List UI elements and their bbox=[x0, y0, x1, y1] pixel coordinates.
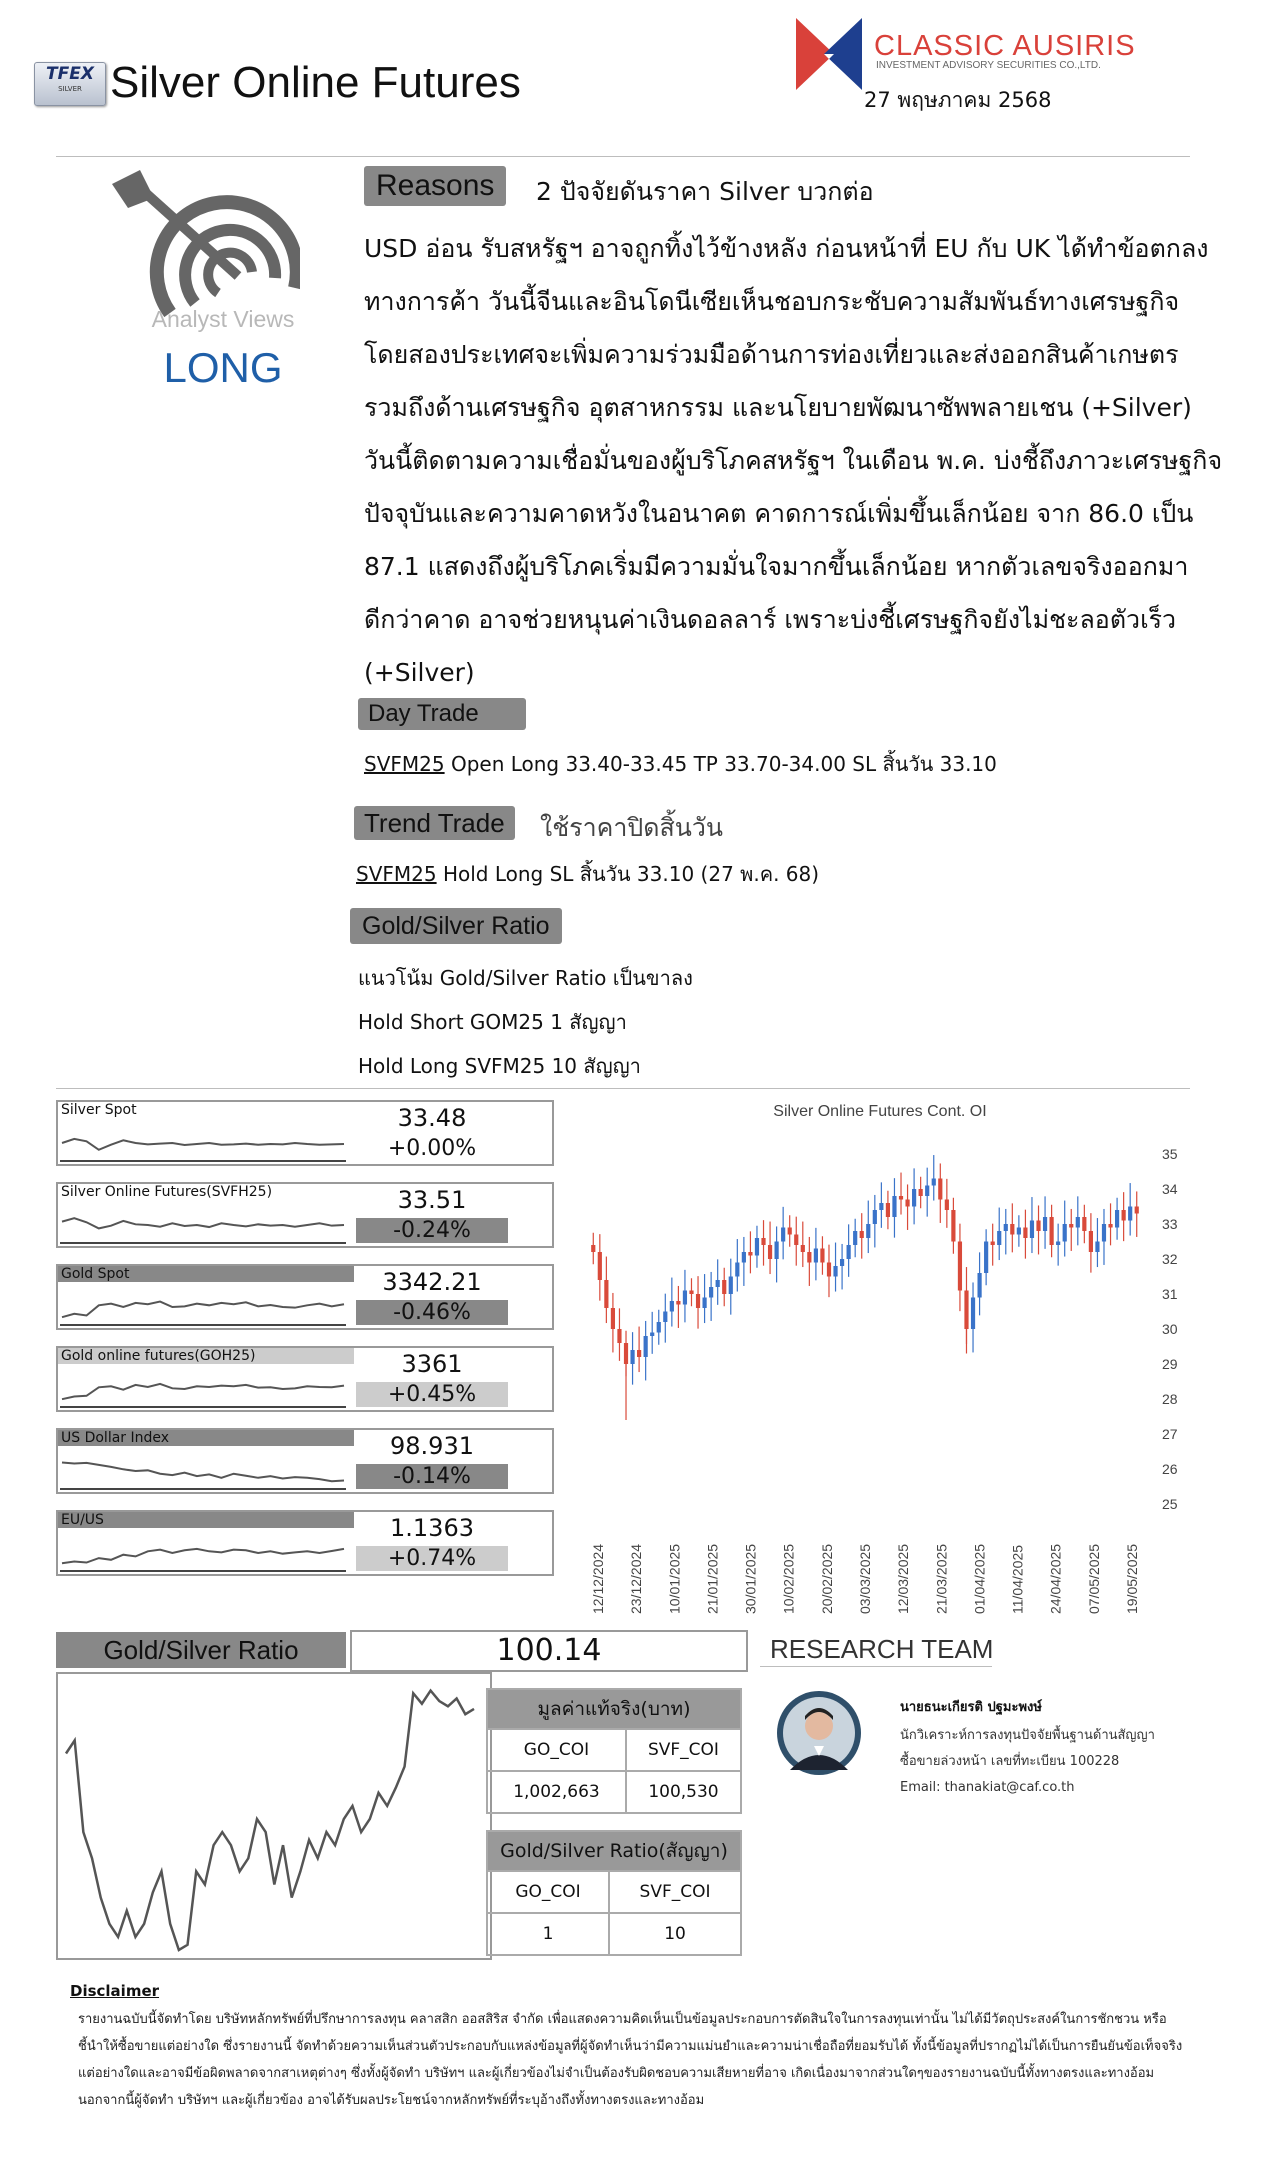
market-price: 33.48 bbox=[397, 1104, 467, 1132]
candle-body bbox=[1043, 1217, 1047, 1231]
candle-body bbox=[840, 1259, 844, 1266]
candle-body bbox=[1056, 1242, 1060, 1246]
candle-body bbox=[761, 1238, 765, 1245]
market-change: -0.24% bbox=[356, 1218, 508, 1243]
candle-body bbox=[912, 1189, 916, 1207]
company-logo-icon bbox=[796, 18, 862, 90]
reasons-line: ดีกว่าคาด อาจช่วยหนุนค่าเงินดอลลาร์ เพราะบ่งชี้เศรษฐกิจยังไม่ชะลอตัวเร็ว bbox=[364, 605, 1177, 634]
x-tick-label: 11/04/2025 bbox=[1009, 1544, 1026, 1614]
x-tick-label: 12/03/2025 bbox=[895, 1543, 912, 1614]
reasons-line: ทางการค้า วันนี้จีนและอินโดนีเซียเห็นชอบกระชับความสัมพันธ์ทางเศรษฐกิจ bbox=[364, 287, 1180, 316]
candle-body bbox=[853, 1231, 857, 1245]
reasons-line: 87.1 แสดงถึงผู้บริโภคเริ่มมีความมั่นใจมากขึ้นเล็กน้อย หากตัวเลขจริงออกมา bbox=[364, 552, 1189, 581]
market-sparkline bbox=[58, 1284, 348, 1328]
candle-body bbox=[722, 1280, 726, 1294]
analyst-views-label: Analyst Views bbox=[151, 306, 295, 332]
candle-body bbox=[794, 1235, 798, 1246]
market-label: Gold Spot bbox=[58, 1266, 354, 1282]
trend-trade-note: ใช้ราคาปิดสิ้นวัน bbox=[540, 813, 723, 842]
x-tick-label: 24/04/2025 bbox=[1047, 1543, 1064, 1614]
market-panel bbox=[56, 1182, 554, 1248]
ratio-contract-table bbox=[486, 1830, 742, 1956]
x-tick-label: 23/12/2024 bbox=[628, 1543, 645, 1614]
day-trade-symbol: SVFM25 bbox=[364, 752, 445, 776]
market-label: US Dollar Index bbox=[58, 1430, 354, 1446]
candle-body bbox=[951, 1210, 955, 1242]
reasons-headline: 2 ปัจจัยดันราคา Silver บวกต่อ bbox=[536, 177, 874, 206]
report-date: 27 พฤษภาคม 2568 bbox=[864, 88, 1052, 112]
true-value-col1: GO_COI bbox=[487, 1729, 626, 1771]
ratio-line: แนวโน้ม Gold/Silver Ratio เป็นขาลง bbox=[358, 966, 693, 990]
candle-body bbox=[670, 1301, 674, 1312]
market-sparkline-line bbox=[62, 1218, 344, 1228]
reasons-line: (+Silver) bbox=[364, 658, 475, 687]
candle-body bbox=[1128, 1207, 1132, 1221]
candle-body bbox=[742, 1252, 746, 1263]
candle-body bbox=[958, 1242, 962, 1291]
candle-body bbox=[1036, 1221, 1040, 1232]
candle-body bbox=[886, 1203, 890, 1217]
dart-target-icon bbox=[110, 168, 300, 328]
x-tick-label: 07/05/2025 bbox=[1085, 1543, 1102, 1614]
candle-body bbox=[977, 1273, 981, 1298]
disclaimer-title: Disclaimer bbox=[70, 1982, 160, 2000]
candle-body bbox=[1089, 1231, 1093, 1252]
market-sparkline bbox=[58, 1448, 348, 1492]
ratio-line: Hold Short GOM25 1 สัญญา bbox=[358, 1010, 627, 1034]
trend-trade-detail: Hold Long SL สิ้นวัน 33.10 (27 พ.ค. 68) bbox=[436, 862, 820, 886]
candle-body bbox=[716, 1280, 720, 1287]
day-trade-detail: Open Long 33.40-33.45 TP 33.70-34.00 SL สิ้นวัน 33.10 bbox=[444, 752, 997, 776]
market-change: +0.00% bbox=[356, 1136, 508, 1161]
candle-body bbox=[729, 1277, 733, 1295]
ratio-line: Hold Long SVFM25 10 สัญญา bbox=[358, 1054, 641, 1078]
candle-body bbox=[683, 1291, 687, 1305]
ratio-contract-svf: 10 bbox=[609, 1913, 741, 1955]
disclaimer-line: นอกจากนี้ผู้จัดทำ บริษัทฯ และผู้เกี่ยวข้อง อาจได้รับผลประโยชน์จากหลักทรัพย์ที่ระบุอ้างถึงทั้งทางตรงและทางอ้อม bbox=[78, 2093, 705, 2108]
candle-body bbox=[932, 1179, 936, 1186]
trend-trade-symbol: SVFM25 bbox=[356, 862, 437, 886]
market-panel bbox=[56, 1100, 554, 1166]
candle-body bbox=[748, 1252, 752, 1256]
company-subtitle: INVESTMENT ADVISORY SECURITIES CO.,LTD. bbox=[876, 60, 1101, 71]
market-sparkline-line bbox=[62, 1139, 344, 1150]
market-sparkline bbox=[58, 1120, 348, 1164]
x-tick-label: 21/03/2025 bbox=[933, 1543, 950, 1614]
candle-body bbox=[663, 1312, 667, 1323]
candle-body bbox=[617, 1329, 621, 1343]
analyst-license: ซื้อขายล่วงหน้า เลขที่ทะเบียน 100228 bbox=[900, 1754, 1120, 1769]
candle-body bbox=[1108, 1224, 1112, 1228]
day-trade-tag: Day Trade bbox=[358, 698, 526, 730]
chart-title: Silver Online Futures Cont. OI bbox=[773, 1103, 987, 1120]
market-sparkline bbox=[58, 1366, 348, 1410]
x-tick-label: 19/05/2025 bbox=[1124, 1543, 1140, 1614]
reasons-line: รวมถึงด้านเศรษฐกิจ อุตสาหกรรม และนโยบายพัฒนาซัพพลายเชน (+Silver) bbox=[364, 393, 1192, 422]
section-divider bbox=[56, 1088, 1190, 1089]
y-tick-label: 27 bbox=[1162, 1426, 1178, 1442]
market-price: 3361 bbox=[401, 1350, 463, 1378]
market-sparkline bbox=[58, 1202, 348, 1246]
candle-body bbox=[827, 1263, 831, 1277]
candle-body bbox=[833, 1266, 837, 1277]
candle-body bbox=[899, 1196, 903, 1200]
candle-body bbox=[1010, 1224, 1014, 1235]
market-sparkline-line bbox=[62, 1463, 344, 1482]
x-tick-label: 10/01/2025 bbox=[666, 1543, 683, 1614]
candle-body bbox=[604, 1280, 608, 1308]
market-price: 1.1363 bbox=[390, 1514, 474, 1542]
candle-body bbox=[820, 1249, 824, 1263]
candle-body bbox=[1030, 1221, 1034, 1239]
market-sparkline-line bbox=[62, 1549, 344, 1563]
candle-body bbox=[735, 1263, 739, 1277]
candle-body bbox=[676, 1301, 680, 1305]
candle-body bbox=[768, 1245, 772, 1259]
reasons-line: วันนี้ติดตามความเชื่อมั่นของผู้บริโภคสหรัฐฯ ในเดือน พ.ค. บ่งชี้ถึงภาวะเศรษฐกิจ bbox=[364, 446, 1223, 475]
candle-body bbox=[847, 1245, 851, 1259]
candle-body bbox=[1004, 1224, 1008, 1231]
candle-body bbox=[650, 1333, 654, 1337]
disclaimer-line: รายงานฉบับนี้จัดทำโดย บริษัทหลักทรัพย์ที่ปรึกษาการลงทุน คลาสสิก ออสสิริส จำกัด เพื่อแสดงความคิดเห็นเป็นข้อมูลประกอบการตัดสินใจในการลงทุนเท่านั้น ไม่ได้มีวัตถุประสงค์ในการชักชวน หรือ bbox=[78, 2012, 1167, 2027]
trend-trade-text bbox=[356, 858, 819, 890]
candle-body bbox=[781, 1228, 785, 1242]
day-trade-text bbox=[364, 748, 997, 780]
market-price: 98.931 bbox=[390, 1432, 474, 1460]
market-label: EU/US bbox=[58, 1512, 354, 1528]
y-tick-label: 29 bbox=[1162, 1356, 1178, 1372]
reasons-body bbox=[364, 222, 1244, 699]
x-tick-label: 12/12/2024 bbox=[590, 1543, 606, 1614]
gsr-value: 100.14 bbox=[350, 1630, 748, 1672]
analyst-role: นักวิเคราะห์การลงทุนปัจจัยพื้นฐานด้านสัญญา bbox=[900, 1728, 1155, 1743]
candle-body bbox=[892, 1196, 896, 1217]
candle-body bbox=[1069, 1224, 1073, 1228]
market-label: Silver Online Futures(SVFH25) bbox=[58, 1184, 354, 1200]
candle-body bbox=[984, 1242, 988, 1274]
candle-body bbox=[1050, 1217, 1054, 1245]
y-tick-label: 35 bbox=[1162, 1146, 1178, 1162]
candle-body bbox=[1135, 1207, 1139, 1214]
y-tick-label: 30 bbox=[1162, 1321, 1178, 1337]
disclaimer-line: แต่อย่างใดและอาจมีข้อผิดพลาดจากสาเหตุต่างๆ ซึ่งทั้งผู้จัดทำ บริษัทฯ และผู้เกี่ยวข้องไม่จำเป็นต้องรับผิดชอบความเสียหายที่อาจ เกิดเนื่องมาจากส่วนใดๆของรายงานฉบับนี้ทั้งทางตรงและทางอ้อม bbox=[78, 2066, 1155, 2081]
candle-body bbox=[801, 1245, 805, 1252]
ratio-contract-col2: SVF_COI bbox=[609, 1871, 741, 1913]
gsr-line-chart bbox=[58, 1674, 490, 1958]
header-divider bbox=[56, 156, 1190, 157]
candle-body bbox=[879, 1203, 883, 1210]
candle-body bbox=[788, 1228, 792, 1235]
market-change: -0.46% bbox=[356, 1300, 508, 1325]
candle-body bbox=[696, 1294, 700, 1308]
candle-body bbox=[1023, 1228, 1027, 1239]
candle-body bbox=[1115, 1210, 1119, 1228]
candle-body bbox=[919, 1189, 923, 1196]
tfex-logo bbox=[34, 62, 106, 106]
page-title: Silver Online Futures bbox=[110, 58, 521, 107]
candle-body bbox=[755, 1238, 759, 1256]
candle-body bbox=[1095, 1242, 1099, 1253]
market-sparkline-line bbox=[62, 1302, 344, 1318]
y-tick-label: 33 bbox=[1162, 1216, 1178, 1232]
market-change: +0.45% bbox=[356, 1382, 508, 1407]
ratio-contract-go: 1 bbox=[487, 1913, 609, 1955]
y-tick-label: 34 bbox=[1162, 1181, 1178, 1197]
x-tick-label: 03/03/2025 bbox=[857, 1543, 873, 1614]
candle-body bbox=[945, 1200, 949, 1211]
candle-body bbox=[997, 1231, 1001, 1245]
reasons-line: USD อ่อน รับสหรัฐฯ อาจถูกทิ้งไว้ข้างหลัง ก่อนหน้าที่ EU กับ UK ได้ทำข้อตกลง bbox=[364, 234, 1209, 263]
trend-trade-tag: Trend Trade bbox=[354, 806, 515, 840]
research-divider bbox=[760, 1666, 992, 1667]
candle-body bbox=[860, 1231, 864, 1238]
candle-body bbox=[866, 1224, 870, 1238]
market-label: Gold online futures(GOH25) bbox=[58, 1348, 354, 1364]
x-tick-label: 10/02/2025 bbox=[780, 1543, 797, 1614]
reasons-tag: Reasons bbox=[364, 166, 506, 206]
market-change: -0.14% bbox=[356, 1464, 508, 1489]
reasons-line: โดยสองประเทศจะเพิ่มความร่วมมือด้านการท่องเที่ยวและส่งออกสินค้าเกษตร bbox=[364, 340, 1179, 369]
candle-body bbox=[689, 1291, 693, 1295]
y-tick-label: 31 bbox=[1162, 1286, 1178, 1302]
candle-body bbox=[591, 1245, 595, 1252]
market-sparkline bbox=[58, 1530, 348, 1574]
market-sparkline-line bbox=[62, 1384, 344, 1399]
x-tick-label: 21/01/2025 bbox=[704, 1543, 721, 1614]
candle-body bbox=[807, 1252, 811, 1263]
candle-body bbox=[1082, 1217, 1086, 1231]
candle-body bbox=[1063, 1224, 1067, 1242]
market-panel bbox=[56, 1346, 554, 1412]
true-value-table bbox=[486, 1688, 742, 1814]
candle-body bbox=[1017, 1228, 1021, 1235]
x-tick-label: 30/01/2025 bbox=[742, 1543, 759, 1614]
true-value-col2: SVF_COI bbox=[626, 1729, 741, 1771]
candle-body bbox=[598, 1252, 602, 1280]
disclaimer-body bbox=[78, 2006, 1198, 2114]
y-tick-label: 25 bbox=[1162, 1496, 1178, 1512]
candle-body bbox=[971, 1298, 975, 1330]
market-change: +0.74% bbox=[356, 1546, 508, 1571]
company-name: CLASSIC AUSIRIS bbox=[874, 30, 1136, 62]
tfex-logo-sub: SILVER bbox=[58, 85, 82, 93]
candle-body bbox=[657, 1322, 661, 1333]
analyst-avatar bbox=[776, 1690, 862, 1776]
candle-body bbox=[938, 1179, 942, 1200]
candle-body bbox=[814, 1249, 818, 1263]
candle-body bbox=[637, 1350, 641, 1357]
candle-body bbox=[1122, 1210, 1126, 1221]
research-team-title: RESEARCH TEAM bbox=[770, 1634, 994, 1664]
disclaimer-line: ชี้นำให้ซื้อขายแต่อย่างใด ซึ่งรายงานนี้ จัดทำด้วยความเห็นส่วนตัวประกอบกับแหล่งข้อมูลที่ผู้จัดทำเห็นว่ามีความแม่นยำและความน่าเชื่อถือที่ยอมรับได้ ทั้งนี้ข้อมูลที่ปรากฏไม่ได้เป็นการยืนยันข้อเท็จจริง bbox=[78, 2039, 1183, 2054]
ratio-contract-title: Gold/Silver Ratio(สัญญา) bbox=[487, 1831, 741, 1871]
y-tick-label: 28 bbox=[1162, 1391, 1178, 1407]
candle-body bbox=[925, 1186, 929, 1197]
silver-oi-chart bbox=[570, 1094, 1210, 1634]
candle-body bbox=[873, 1210, 877, 1224]
candle-body bbox=[644, 1336, 648, 1357]
candle-body bbox=[1102, 1224, 1106, 1242]
analyst-name: นายธนะเกียรติ ปฐมะพงษ์ bbox=[900, 1700, 1042, 1715]
market-panel bbox=[56, 1428, 554, 1494]
candle-body bbox=[991, 1242, 995, 1246]
market-price: 33.51 bbox=[397, 1186, 467, 1214]
market-panel bbox=[56, 1510, 554, 1576]
ratio-tag: Gold/Silver Ratio bbox=[350, 908, 562, 944]
market-price: 3342.21 bbox=[382, 1268, 482, 1296]
x-tick-label: 01/04/2025 bbox=[971, 1543, 988, 1614]
candle-body bbox=[611, 1308, 615, 1329]
true-value-title: มูลค่าแท้จริง(บาท) bbox=[487, 1689, 741, 1729]
analyst-view-value: LONG bbox=[163, 344, 283, 391]
ratio-contract-col1: GO_COI bbox=[487, 1871, 609, 1913]
candle-body bbox=[630, 1350, 634, 1364]
gsr-label: Gold/Silver Ratio bbox=[56, 1632, 346, 1668]
true-value-go: 1,002,663 bbox=[487, 1771, 626, 1813]
candle-body bbox=[905, 1200, 909, 1207]
y-tick-label: 32 bbox=[1162, 1251, 1178, 1267]
candle-body bbox=[702, 1298, 706, 1309]
y-tick-label: 26 bbox=[1162, 1461, 1178, 1477]
candle-body bbox=[709, 1287, 713, 1298]
market-label: Silver Spot bbox=[58, 1102, 354, 1118]
candle-body bbox=[1076, 1217, 1080, 1228]
true-value-svf: 100,530 bbox=[626, 1771, 741, 1813]
candle-body bbox=[775, 1242, 779, 1260]
analyst-email[interactable]: Email: thanakiat@caf.co.th bbox=[900, 1780, 1075, 1795]
x-tick-label: 20/02/2025 bbox=[818, 1543, 835, 1614]
reasons-line: ปัจจุบันและความคาดหวังในอนาคต คาดการณ์เพิ่มขึ้นเล็กน้อย จาก 86.0 เป็น bbox=[364, 499, 1194, 528]
tfex-logo-text: TFEX bbox=[46, 64, 94, 84]
market-panel bbox=[56, 1264, 554, 1330]
gsr-line bbox=[66, 1691, 474, 1950]
